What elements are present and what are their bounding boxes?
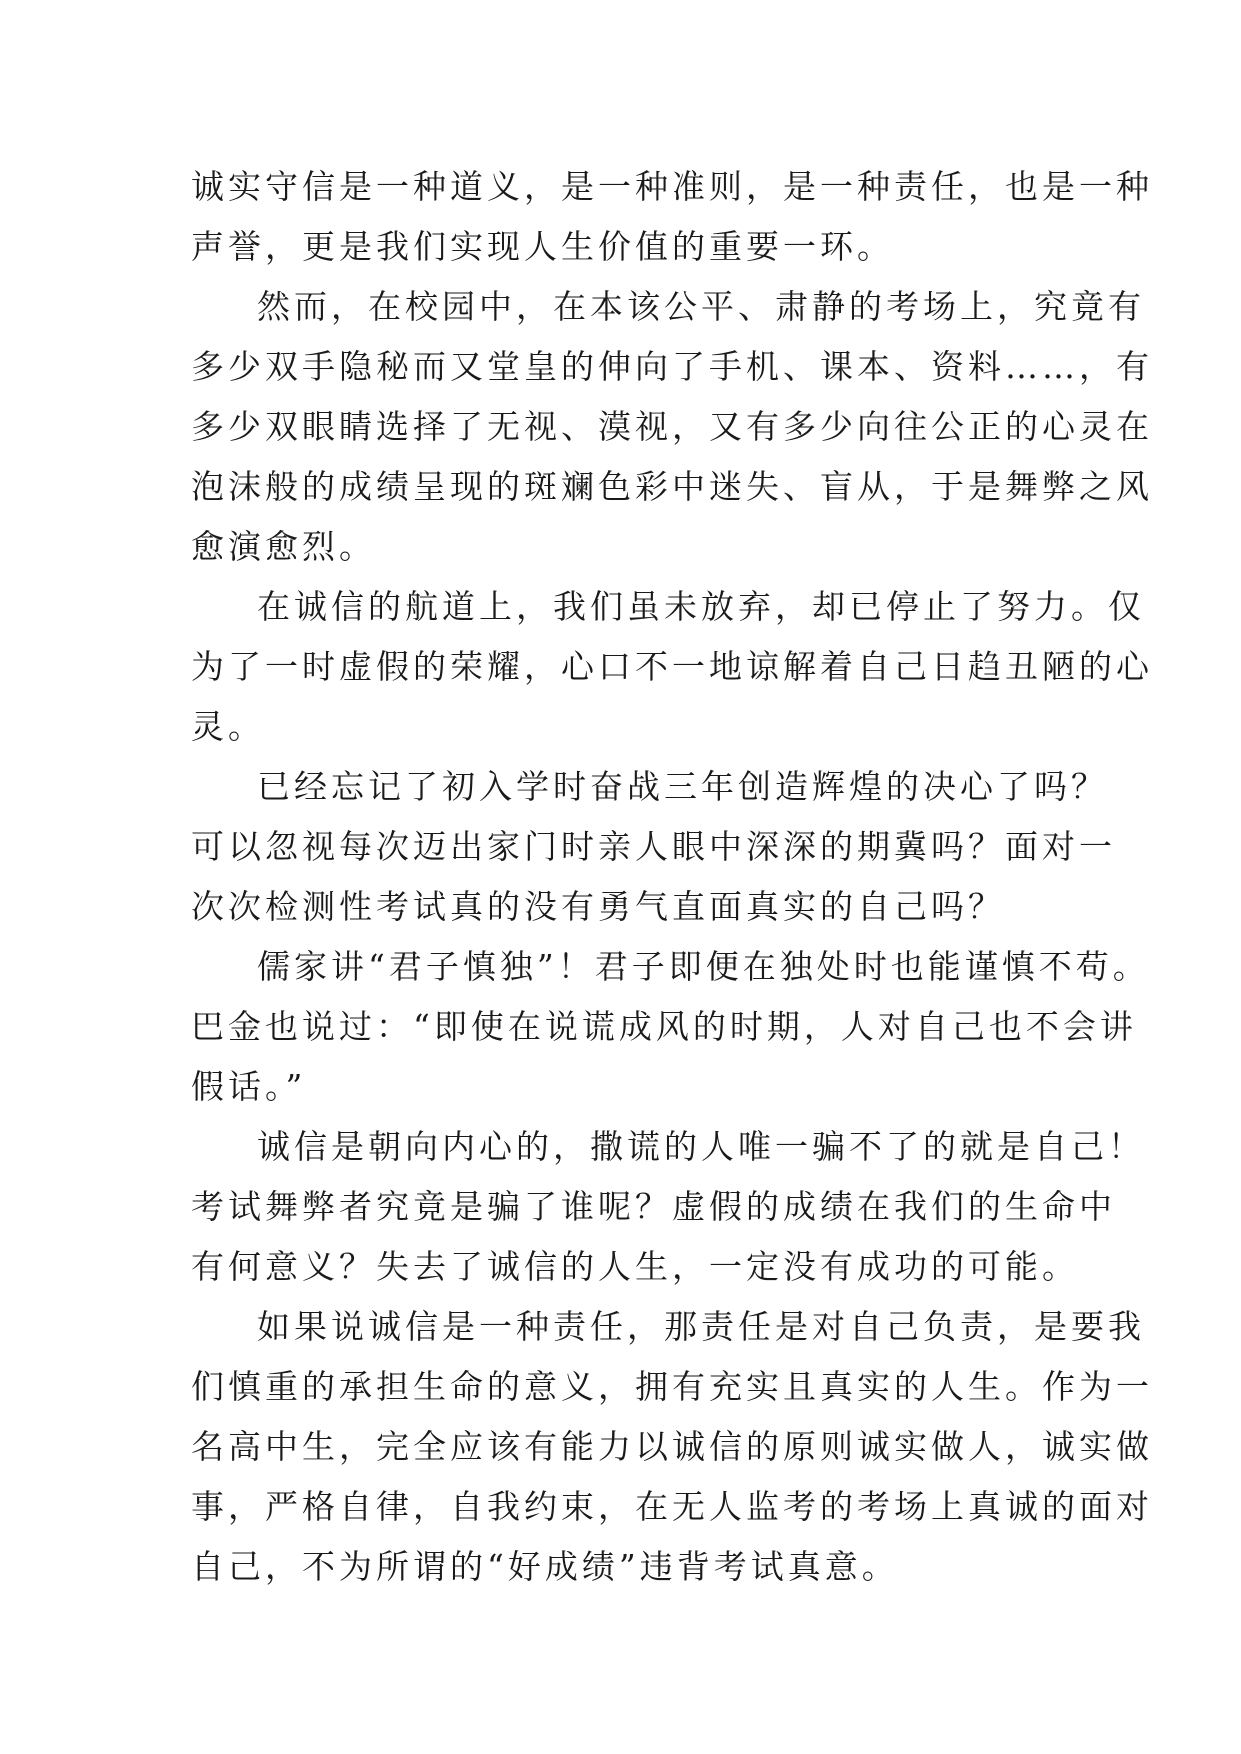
- essay-line: 次次检测性考试真的没有勇气直面真实的自己吗？: [191, 887, 1005, 926]
- essay-line: 诚实守信是一种道义，是一种准则，是一种责任，也是一种: [191, 167, 1153, 206]
- essay-line: 愈演愈烈。: [191, 527, 376, 566]
- essay-line: 已经忘记了初入学时奋战三年创造辉煌的决心了吗？: [257, 767, 1108, 806]
- essay-line: 如果说诚信是一种责任，那责任是对自己负责，是要我: [257, 1307, 1145, 1346]
- essay-line: 假话。”: [191, 1067, 307, 1106]
- essay-line: 可以忽视每次迈出家门时亲人眼中深深的期冀吗？面对一: [191, 827, 1116, 866]
- essay-line: 在诚信的航道上，我们虽未放弃，却已停止了努力。仅: [257, 587, 1145, 626]
- essay-line: 灵。: [191, 707, 265, 746]
- essay-line: 考试舞弊者究竟是骗了谁呢？虚假的成绩在我们的生命中: [191, 1187, 1116, 1226]
- essay-line: 多少双眼睛选择了无视、漠视，又有多少向往公正的心灵在: [191, 407, 1153, 446]
- essay-line: 巴金也说过：“即使在说谎成风的时期，人对自己也不会讲: [191, 1007, 1137, 1046]
- essay-line: 然而，在校园中，在本该公平、肃静的考场上，究竟有: [257, 287, 1145, 326]
- essay-line: 名高中生，完全应该有能力以诚信的原则诚实做人，诚实做: [191, 1427, 1153, 1466]
- essay-line: 们慎重的承担生命的意义，拥有充实且真实的人生。作为一: [191, 1367, 1153, 1406]
- essay-line: 泡沫般的成绩呈现的斑斓色彩中迷失、盲从，于是舞弊之风: [191, 467, 1153, 506]
- essay-line: 有何意义？失去了诚信的人生，一定没有成功的可能。: [191, 1247, 1079, 1286]
- essay-line: 多少双手隐秘而又堂皇的伸向了手机、课本、资料……，有: [191, 347, 1153, 386]
- essay-line: 为了一时虚假的荣耀，心口不一地谅解着自己日趋丑陋的心: [191, 647, 1153, 686]
- essay-line: 儒家讲“君子慎独”！君子即便在独处时也能谨慎不苟。: [257, 947, 1150, 986]
- essay-line: 声誉，更是我们实现人生价值的重要一环。: [191, 227, 894, 266]
- essay-body: [191, 157, 1153, 1597]
- essay-line: 自己，不为所谓的“好成绩”违背考试真意。: [191, 1547, 899, 1586]
- essay-line: 事，严格自律，自我约束，在无人监考的考场上真诚的面对: [191, 1487, 1153, 1526]
- essay-line: 诚信是朝向内心的，撒谎的人唯一骗不了的就是自己！: [257, 1127, 1145, 1166]
